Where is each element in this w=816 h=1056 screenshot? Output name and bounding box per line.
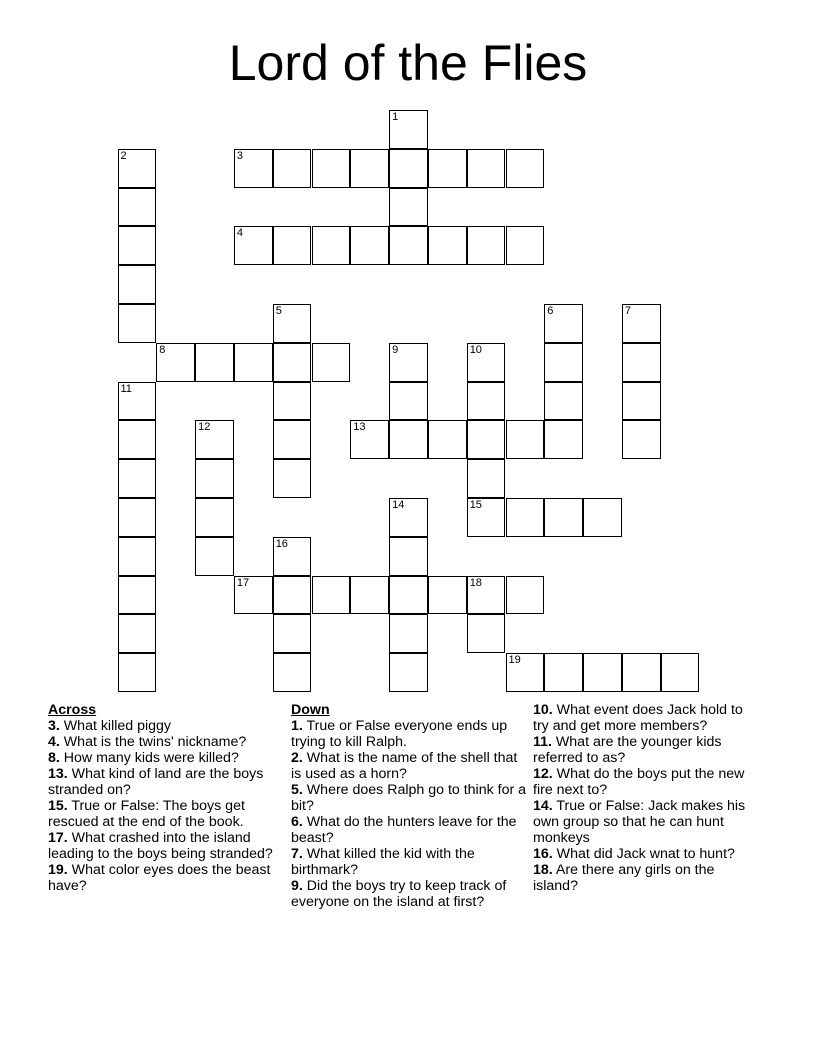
page-title: Lord of the Flies	[228, 35, 588, 91]
crossword-cell[interactable]	[544, 382, 583, 421]
crossword-cell[interactable]	[428, 149, 467, 188]
clue-number-label: 17.	[48, 830, 68, 846]
down-clue	[533, 862, 758, 894]
crossword-cell[interactable]	[273, 343, 312, 382]
clue-number-label: 16.	[533, 846, 553, 862]
crossword-cell[interactable]	[118, 382, 157, 421]
crossword-cell[interactable]	[467, 614, 506, 653]
crossword-cell[interactable]	[273, 149, 312, 188]
crossword-cell[interactable]	[273, 576, 312, 615]
crossword-cell[interactable]	[467, 343, 506, 382]
across-clue	[48, 718, 280, 734]
crossword-cell[interactable]	[389, 614, 428, 653]
across-clue	[48, 862, 280, 894]
clue-text: Are there any girls on the island?	[533, 862, 715, 894]
clue-number-label: 8.	[48, 750, 60, 766]
crossword-cell[interactable]	[118, 420, 157, 459]
crossword-cell[interactable]	[273, 653, 312, 692]
crossword-cell[interactable]	[506, 149, 545, 188]
clue-number: 6	[547, 305, 554, 317]
crossword-cell[interactable]	[312, 149, 351, 188]
down-clue	[291, 846, 531, 878]
clue-number: 16	[275, 537, 288, 550]
crossword-cell[interactable]	[350, 226, 389, 265]
crossword-cell[interactable]	[273, 420, 312, 459]
down-clue	[291, 718, 531, 750]
crossword-cell[interactable]	[118, 653, 157, 692]
clue-number-label: 1.	[291, 718, 303, 734]
crossword-cell[interactable]	[118, 188, 157, 227]
crossword-cell[interactable]	[506, 653, 545, 692]
crossword-cell[interactable]	[350, 149, 389, 188]
clue-number-label: 4.	[48, 734, 60, 750]
down-clue	[291, 814, 531, 846]
crossword-cell[interactable]	[273, 537, 312, 576]
down-clue	[533, 846, 758, 862]
crossword-cell[interactable]	[467, 459, 506, 498]
clue-number-label: 15.	[48, 798, 68, 814]
clue-number-label: 13.	[48, 766, 68, 782]
crossword-cell[interactable]	[467, 226, 506, 265]
crossword-cell[interactable]	[118, 304, 157, 343]
across-clues	[48, 702, 280, 894]
across-clue	[48, 766, 280, 798]
down-clue	[533, 702, 758, 734]
crossword-cell[interactable]	[312, 343, 351, 382]
crossword-cell[interactable]	[622, 382, 661, 421]
clue-text: What do the hunters leave for the beast?	[291, 814, 517, 846]
clue-number: 5	[275, 305, 282, 317]
crossword-cell[interactable]	[544, 343, 583, 382]
crossword-cell[interactable]	[467, 576, 506, 615]
across-clue	[48, 798, 280, 830]
crossword-cell[interactable]	[389, 149, 428, 188]
crossword-cell[interactable]	[350, 420, 389, 459]
clue-number: 3	[236, 149, 244, 162]
crossword-cell[interactable]	[506, 498, 545, 537]
clue-number: 4	[236, 227, 244, 240]
clue-number-label: 12.	[533, 766, 553, 782]
across-clue	[48, 734, 280, 750]
crossword-cell[interactable]	[389, 343, 428, 382]
clue-number: 7	[624, 305, 632, 317]
crossword-cell[interactable]	[622, 343, 661, 382]
clue-text: What are the younger kids referred to as?	[533, 734, 722, 766]
crossword-cell[interactable]	[118, 614, 157, 653]
clue-number: 1	[392, 111, 399, 123]
clue-text: True or False: Jack makes his own group so that he can hunt monkeys	[533, 798, 746, 846]
crossword-cell[interactable]	[118, 537, 157, 576]
clue-text: Where does Ralph go to think for a bit?	[291, 782, 527, 814]
crossword-cell[interactable]	[273, 304, 312, 343]
crossword-cell[interactable]	[467, 382, 506, 421]
crossword-cell[interactable]	[389, 382, 428, 421]
across-clue	[48, 750, 280, 766]
clue-number: 18	[469, 576, 482, 589]
crossword-cell[interactable]	[195, 459, 234, 498]
clue-number: 9	[392, 343, 399, 356]
crossword-cell[interactable]	[118, 576, 157, 615]
crossword-cell[interactable]	[273, 382, 312, 421]
clue-number-label: 11.	[533, 734, 552, 750]
clue-number: 12	[198, 421, 211, 434]
clue-number-label: 3.	[48, 718, 60, 734]
crossword-cell[interactable]	[506, 576, 545, 615]
clue-number-label: 6.	[291, 814, 303, 830]
clue-text: What killed the kid with the birthmark?	[291, 846, 475, 878]
crossword-cell[interactable]	[389, 110, 428, 149]
down-clues-column-2	[533, 702, 758, 894]
clue-number: 19	[508, 654, 521, 667]
crossword-cell[interactable]	[544, 304, 583, 343]
crossword-cell[interactable]	[544, 420, 583, 459]
crossword-cell[interactable]	[312, 576, 351, 615]
crossword-cell[interactable]	[234, 576, 273, 615]
crossword-cell[interactable]	[428, 226, 467, 265]
clue-number: 8	[159, 343, 166, 356]
crossword-cell[interactable]	[273, 459, 312, 498]
crossword-cell[interactable]	[389, 576, 428, 615]
crossword-cell[interactable]	[118, 498, 157, 537]
down-clue	[291, 750, 531, 782]
crossword-cell[interactable]	[234, 226, 273, 265]
crossword-cell[interactable]	[583, 498, 622, 537]
clue-number: 11	[120, 382, 132, 395]
clue-text: What is the name of the shell that is used as a horn?	[291, 750, 518, 782]
across-heading: Across	[48, 702, 97, 718]
across-clue	[48, 830, 280, 862]
clue-number: 10	[469, 343, 482, 356]
crossword-cell[interactable]	[234, 343, 273, 382]
crossword-cell[interactable]	[273, 614, 312, 653]
clue-text: What event does Jack hold to try and get more members?	[533, 702, 743, 734]
crossword-cell[interactable]	[389, 498, 428, 537]
crossword-cell[interactable]	[544, 653, 583, 692]
down-clue	[291, 782, 531, 814]
clue-text: What did Jack wnat to hunt?	[552, 846, 735, 862]
crossword-cell[interactable]	[118, 265, 157, 304]
clue-text: True or False: The boys get rescued at the end of the book.	[48, 798, 245, 830]
crossword-cell[interactable]	[156, 343, 195, 382]
clue-number-label: 7.	[291, 846, 303, 862]
clue-number: 13	[353, 421, 366, 434]
clue-number: 2	[120, 149, 127, 162]
down-clue	[533, 766, 758, 798]
crossword-cell[interactable]	[118, 226, 157, 265]
down-clue	[291, 878, 531, 910]
clue-text: What is the twins' nickname?	[59, 734, 247, 750]
clue-number-label: 10.	[533, 702, 553, 718]
down-heading: Down	[291, 702, 330, 718]
clue-text: True or False everyone ends up trying to kill Ralph.	[291, 718, 508, 750]
crossword-cell[interactable]	[312, 226, 351, 265]
down-clue	[533, 798, 758, 846]
crossword-cell[interactable]	[506, 226, 545, 265]
down-clue	[533, 734, 758, 766]
crossword-cell[interactable]	[234, 149, 273, 188]
crossword-cell[interactable]	[195, 537, 234, 576]
crossword-cell[interactable]	[622, 420, 661, 459]
clue-number-label: 2.	[291, 750, 303, 766]
crossword-cell[interactable]	[389, 226, 428, 265]
clue-text: Did the boys try to keep track of everyone on the island at first?	[291, 878, 507, 910]
clue-text: What color eyes does the beast have?	[48, 862, 271, 894]
crossword-cell[interactable]	[622, 653, 661, 692]
clue-number-label: 9.	[291, 878, 303, 894]
crossword-cell[interactable]	[118, 149, 157, 188]
clue-number: 15	[469, 499, 482, 511]
down-clues-column-1	[291, 702, 531, 910]
clue-number-label: 18.	[533, 862, 553, 878]
crossword-cell[interactable]	[467, 420, 506, 459]
crossword-cell[interactable]	[506, 420, 545, 459]
clue-text: What crashed into the island leading to the boys being stranded?	[48, 830, 273, 862]
crossword-cell[interactable]	[389, 420, 428, 459]
crossword-cell[interactable]	[544, 498, 583, 537]
clue-text: What kind of land are the boys stranded on?	[48, 766, 264, 798]
clue-number: 17	[236, 576, 250, 589]
crossword-cell[interactable]	[622, 304, 661, 343]
clue-number-label: 14.	[533, 798, 553, 814]
crossword-cell[interactable]	[389, 537, 428, 576]
crossword-cell[interactable]	[195, 420, 234, 459]
crossword-cell[interactable]	[195, 498, 234, 537]
crossword-cell[interactable]	[389, 653, 428, 692]
crossword-cell[interactable]	[467, 149, 506, 188]
crossword-cell[interactable]	[428, 420, 467, 459]
clue-number-label: 5.	[291, 782, 303, 798]
crossword-cell[interactable]	[350, 576, 389, 615]
crossword-cell[interactable]	[428, 576, 467, 615]
crossword-cell[interactable]	[583, 653, 622, 692]
clue-text: What do the boys put the new fire next to?	[533, 766, 745, 798]
clue-text: What killed piggy	[59, 718, 172, 734]
crossword-cell[interactable]	[273, 226, 312, 265]
crossword-cell[interactable]	[467, 498, 506, 537]
clue-text: How many kids were killed?	[59, 750, 239, 766]
crossword-cell[interactable]	[389, 188, 428, 227]
crossword-cell[interactable]	[118, 459, 157, 498]
clue-number: 14	[392, 499, 405, 511]
crossword-cell[interactable]	[195, 343, 234, 382]
clue-number-label: 19.	[48, 862, 68, 878]
crossword-cell[interactable]	[661, 653, 700, 692]
